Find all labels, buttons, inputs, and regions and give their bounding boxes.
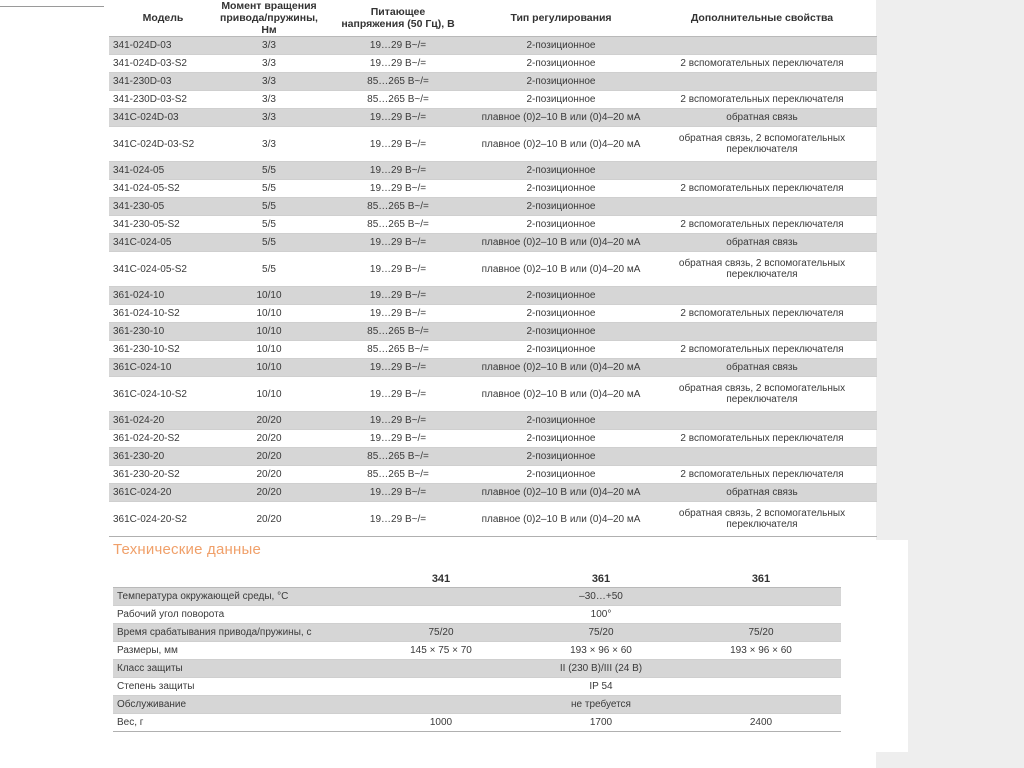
table-row — [109, 341, 877, 359]
cell-model: 341-230D-03 — [109, 73, 217, 91]
table-row — [109, 502, 877, 537]
cell-props — [647, 234, 877, 252]
cell-props-line1: 2 вспомогательных переключателя — [680, 183, 844, 194]
cell-voltage: 85…265 В~/= — [321, 73, 475, 91]
cell-torque: 10/10 — [217, 341, 321, 359]
cell-voltage: 19…29 В~/= — [321, 359, 475, 377]
cell-torque: 3/3 — [217, 127, 321, 162]
cell-model: 341-230D-03-S2 — [109, 91, 217, 109]
tech-label: Степень защиты — [113, 678, 361, 696]
cell-torque: 3/3 — [217, 37, 321, 55]
table-row — [109, 448, 877, 466]
table-row — [109, 359, 877, 377]
tech-row — [113, 606, 841, 624]
header-model: Модель — [109, 0, 217, 37]
table-row — [109, 377, 877, 412]
cell-control: плавное (0)2–10 В или (0)4–20 мА — [475, 252, 647, 287]
actuator-models-table — [109, 0, 877, 537]
cell-control: плавное (0)2–10 В или (0)4–20 мА — [475, 484, 647, 502]
cell-props — [647, 127, 877, 162]
tech-table-body — [113, 588, 841, 732]
table-row — [109, 252, 877, 287]
tech-label: Класс защиты — [113, 660, 361, 678]
cell-props — [647, 180, 877, 198]
tech-label: Рабочий угол поворота — [113, 606, 361, 624]
cell-voltage: 19…29 В~/= — [321, 252, 475, 287]
cell-torque: 5/5 — [217, 252, 321, 287]
cell-props — [647, 305, 877, 323]
cell-voltage: 19…29 В~/= — [321, 502, 475, 537]
cell-torque: 10/10 — [217, 359, 321, 377]
cell-voltage: 85…265 В~/= — [321, 323, 475, 341]
table-row — [109, 180, 877, 198]
cell-control: 2-позиционное — [475, 91, 647, 109]
table-row — [109, 198, 877, 216]
cell-model: 361C-024-10-S2 — [109, 377, 217, 412]
cell-control: 2-позиционное — [475, 180, 647, 198]
cell-model: 361-024-10 — [109, 287, 217, 305]
cell-props — [647, 323, 877, 341]
cell-props-line1: 2 вспомогательных переключателя — [680, 344, 844, 355]
cell-torque: 10/10 — [217, 377, 321, 412]
cell-voltage: 85…265 В~/= — [321, 91, 475, 109]
cell-model: 361C-024-10 — [109, 359, 217, 377]
table-row — [109, 109, 877, 127]
cell-torque: 20/20 — [217, 430, 321, 448]
cell-torque: 5/5 — [217, 216, 321, 234]
cell-voltage: 85…265 В~/= — [321, 198, 475, 216]
cell-props — [647, 109, 877, 127]
tech-label: Размеры, мм — [113, 642, 361, 660]
tech-value-361a: 193 × 96 × 60 — [521, 642, 681, 660]
tech-label: Температура окружающей среды, °C — [113, 588, 361, 606]
cell-control: 2-позиционное — [475, 287, 647, 305]
cell-props — [647, 377, 877, 412]
cell-props — [647, 162, 877, 180]
cell-torque: 5/5 — [217, 162, 321, 180]
cell-voltage: 19…29 В~/= — [321, 127, 475, 162]
cell-props — [647, 287, 877, 305]
header-props: Дополнительные свойства — [647, 0, 877, 37]
table-row — [109, 305, 877, 323]
table-row — [109, 234, 877, 252]
tech-value-spanned: не требуется — [361, 696, 841, 714]
cell-voltage: 85…265 В~/= — [321, 448, 475, 466]
cell-control: 2-позиционное — [475, 412, 647, 430]
tech-row — [113, 678, 841, 696]
cell-props-line1: 2 вспомогательных переключателя — [680, 308, 844, 319]
tech-value-361b: 75/20 — [681, 624, 841, 642]
cell-props — [647, 341, 877, 359]
cell-voltage: 19…29 В~/= — [321, 37, 475, 55]
cell-props-line1: обратная связь — [726, 112, 798, 123]
cell-voltage: 19…29 В~/= — [321, 305, 475, 323]
cell-torque: 5/5 — [217, 198, 321, 216]
cell-props-line1: обратная связь, 2 вспомогательных — [678, 133, 846, 144]
cell-voltage: 85…265 В~/= — [321, 341, 475, 359]
cell-torque: 20/20 — [217, 466, 321, 484]
cell-model: 361C-024-20-S2 — [109, 502, 217, 537]
tech-value-361b: 2400 — [681, 714, 841, 732]
cell-props-line2: переключателя — [726, 394, 798, 405]
tech-row — [113, 624, 841, 642]
cell-torque: 20/20 — [217, 484, 321, 502]
cell-voltage: 19…29 В~/= — [321, 180, 475, 198]
tech-value-341: 75/20 — [361, 624, 521, 642]
cell-control: 2-позиционное — [475, 305, 647, 323]
cell-voltage: 19…29 В~/= — [321, 109, 475, 127]
cell-voltage: 19…29 В~/= — [321, 162, 475, 180]
table-header-row — [109, 0, 877, 37]
cell-props — [647, 466, 877, 484]
table-row — [109, 287, 877, 305]
cell-props-line1: 2 вспомогательных переключателя — [680, 469, 844, 480]
cell-control: плавное (0)2–10 В или (0)4–20 мА — [475, 377, 647, 412]
cell-control: 2-позиционное — [475, 37, 647, 55]
cell-control: 2-позиционное — [475, 448, 647, 466]
cell-voltage: 19…29 В~/= — [321, 377, 475, 412]
cell-model: 361-230-10-S2 — [109, 341, 217, 359]
header-torque-line2: привода/пружины, Нм — [220, 12, 318, 36]
cell-torque: 3/3 — [217, 91, 321, 109]
header-torque — [217, 0, 321, 37]
cell-torque: 20/20 — [217, 448, 321, 466]
cell-control: плавное (0)2–10 В или (0)4–20 мА — [475, 234, 647, 252]
cell-torque: 3/3 — [217, 55, 321, 73]
cell-control: 2-позиционное — [475, 198, 647, 216]
side-panel — [870, 540, 908, 752]
cell-props-line1: обратная связь — [726, 237, 798, 248]
cell-props — [647, 252, 877, 287]
cell-props — [647, 37, 877, 55]
cell-model: 361-024-10-S2 — [109, 305, 217, 323]
tech-header-empty — [113, 570, 361, 588]
cell-props — [647, 216, 877, 234]
cell-model: 361-230-10 — [109, 323, 217, 341]
table-body — [109, 37, 877, 537]
table-row — [109, 216, 877, 234]
cell-control: 2-позиционное — [475, 162, 647, 180]
cell-props-line1: 2 вспомогательных переключателя — [680, 94, 844, 105]
tech-header-341: 341 — [361, 570, 521, 588]
table-row — [109, 484, 877, 502]
cell-voltage: 19…29 В~/= — [321, 55, 475, 73]
cell-props-line1: обратная связь, 2 вспомогательных — [678, 383, 846, 394]
cell-voltage: 85…265 В~/= — [321, 466, 475, 484]
table-row — [109, 73, 877, 91]
tech-label: Вес, г — [113, 714, 361, 732]
tech-row — [113, 642, 841, 660]
cell-props-line2: переключателя — [726, 144, 798, 155]
cell-voltage: 19…29 В~/= — [321, 484, 475, 502]
cell-torque: 5/5 — [217, 234, 321, 252]
header-control: Тип регулирования — [475, 0, 647, 37]
cell-control: 2-позиционное — [475, 430, 647, 448]
tech-value-361a: 75/20 — [521, 624, 681, 642]
table-row — [109, 37, 877, 55]
cell-model: 341-024D-03 — [109, 37, 217, 55]
table-row — [109, 430, 877, 448]
cell-control: 2-позиционное — [475, 341, 647, 359]
cell-props — [647, 484, 877, 502]
cell-model: 341C-024D-03 — [109, 109, 217, 127]
tech-value-361a: 1700 — [521, 714, 681, 732]
cell-props — [647, 55, 877, 73]
tech-row — [113, 660, 841, 678]
cell-props — [647, 502, 877, 537]
cell-control: 2-позиционное — [475, 323, 647, 341]
top-rule — [0, 6, 104, 7]
cell-model: 341-024-05 — [109, 162, 217, 180]
cell-control: 2-позиционное — [475, 73, 647, 91]
header-voltage — [321, 0, 475, 37]
cell-props — [647, 359, 877, 377]
cell-props — [647, 73, 877, 91]
cell-props-line1: обратная связь, 2 вспомогательных — [678, 258, 846, 269]
cell-control: 2-позиционное — [475, 216, 647, 234]
cell-props — [647, 448, 877, 466]
cell-props — [647, 91, 877, 109]
table-row — [109, 162, 877, 180]
tech-value-spanned: II (230 В)/III (24 В) — [361, 660, 841, 678]
cell-control: 2-позиционное — [475, 55, 647, 73]
table-row — [109, 466, 877, 484]
cell-control: плавное (0)2–10 В или (0)4–20 мА — [475, 109, 647, 127]
cell-model: 361-230-20 — [109, 448, 217, 466]
cell-props-line1: обратная связь, 2 вспомогательных — [678, 508, 846, 519]
cell-torque: 20/20 — [217, 502, 321, 537]
tech-header-361b: 361 — [681, 570, 841, 588]
cell-props-line1: обратная связь — [726, 487, 798, 498]
table-row — [109, 323, 877, 341]
cell-voltage: 85…265 В~/= — [321, 216, 475, 234]
cell-props-line1: 2 вспомогательных переключателя — [680, 433, 844, 444]
cell-props-line1: 2 вспомогательных переключателя — [680, 219, 844, 230]
tech-data-table — [113, 570, 841, 732]
cell-torque: 10/10 — [217, 287, 321, 305]
tech-value-341: 145 × 75 × 70 — [361, 642, 521, 660]
tech-row — [113, 714, 841, 732]
cell-props — [647, 430, 877, 448]
cell-voltage: 19…29 В~/= — [321, 430, 475, 448]
tech-label: Обслуживание — [113, 696, 361, 714]
table-row — [109, 127, 877, 162]
cell-control: плавное (0)2–10 В или (0)4–20 мА — [475, 502, 647, 537]
cell-model: 341C-024-05 — [109, 234, 217, 252]
table-row — [109, 91, 877, 109]
cell-torque: 3/3 — [217, 109, 321, 127]
tech-value-341: 1000 — [361, 714, 521, 732]
cell-voltage: 19…29 В~/= — [321, 287, 475, 305]
header-torque-line1: Момент вращения — [221, 0, 317, 12]
cell-model: 361-230-20-S2 — [109, 466, 217, 484]
cell-model: 341C-024D-03-S2 — [109, 127, 217, 162]
cell-model: 341C-024-05-S2 — [109, 252, 217, 287]
cell-control: 2-позиционное — [475, 466, 647, 484]
cell-model: 341-230-05-S2 — [109, 216, 217, 234]
cell-model: 361-024-20-S2 — [109, 430, 217, 448]
cell-model: 341-024-05-S2 — [109, 180, 217, 198]
tech-row — [113, 696, 841, 714]
cell-control: плавное (0)2–10 В или (0)4–20 мА — [475, 127, 647, 162]
cell-props-line1: обратная связь — [726, 362, 798, 373]
cell-props — [647, 412, 877, 430]
table-row — [109, 55, 877, 73]
header-voltage-line2: напряжения (50 Гц), В — [341, 18, 455, 30]
tech-row — [113, 588, 841, 606]
cell-torque: 3/3 — [217, 73, 321, 91]
tech-value-spanned: IP 54 — [361, 678, 841, 696]
cell-model: 361-024-20 — [109, 412, 217, 430]
table-row — [109, 412, 877, 430]
header-voltage-line1: Питающее — [370, 6, 426, 18]
cell-props — [647, 198, 877, 216]
cell-model: 341-230-05 — [109, 198, 217, 216]
cell-props-line2: переключателя — [726, 269, 798, 280]
cell-torque: 5/5 — [217, 180, 321, 198]
cell-props-line2: переключателя — [726, 519, 798, 530]
cell-props-line1: 2 вспомогательных переключателя — [680, 58, 844, 69]
tech-value-spanned: –30…+50 — [361, 588, 841, 606]
tech-label: Время срабатывания привода/пружины, с — [113, 624, 361, 642]
tech-section-title: Технические данные — [113, 541, 261, 558]
tech-value-361b: 193 × 96 × 60 — [681, 642, 841, 660]
cell-torque: 10/10 — [217, 323, 321, 341]
tech-header-361a: 361 — [521, 570, 681, 588]
cell-model: 361C-024-20 — [109, 484, 217, 502]
cell-model: 341-024D-03-S2 — [109, 55, 217, 73]
cell-torque: 10/10 — [217, 305, 321, 323]
cell-control: плавное (0)2–10 В или (0)4–20 мА — [475, 359, 647, 377]
tech-header-row — [113, 570, 841, 588]
cell-torque: 20/20 — [217, 412, 321, 430]
cell-voltage: 19…29 В~/= — [321, 412, 475, 430]
cell-voltage: 19…29 В~/= — [321, 234, 475, 252]
tech-value-spanned: 100° — [361, 606, 841, 624]
